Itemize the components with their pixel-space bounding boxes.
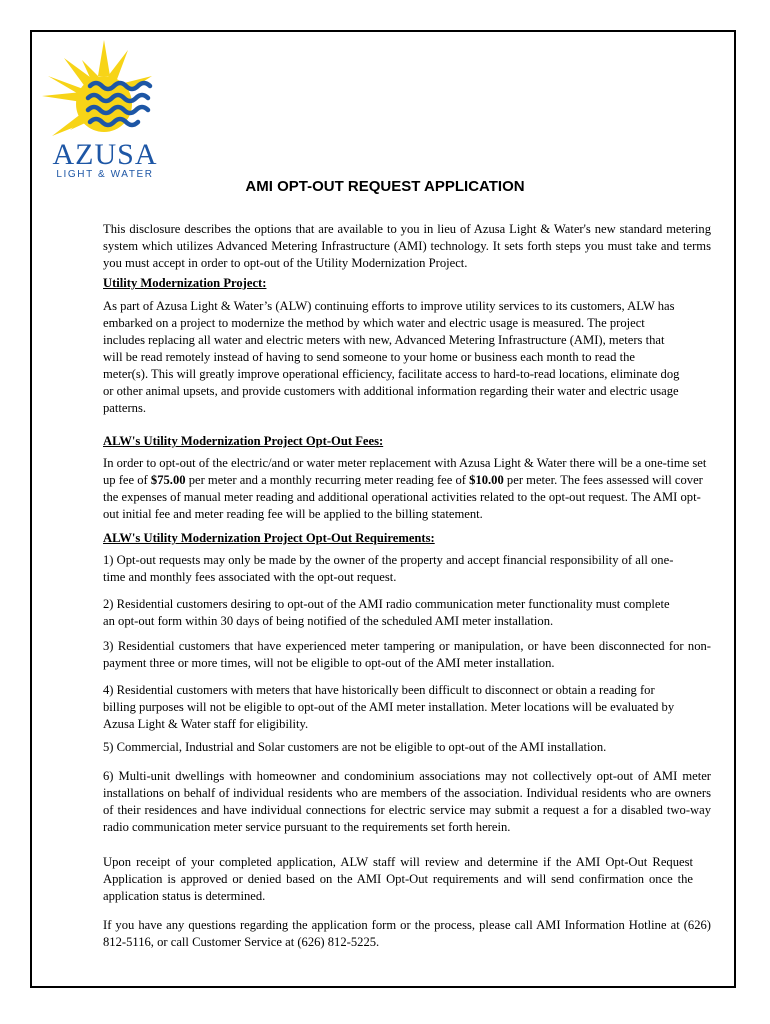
logo-subtitle: LIGHT & WATER xyxy=(56,169,154,180)
fees-text-2: per meter and a monthly recurring meter reading fee of xyxy=(185,473,470,487)
section-heading-modernization: Utility Modernization Project: xyxy=(103,276,267,290)
requirement-item-1: 1) Opt-out requests may only be made by the owner of the property and accept financial responsibility of all one-time and monthly fees associated with the opt-out request. xyxy=(103,553,674,584)
requirement-item-6: 6) Multi-unit dwellings with homeowner and condominium associations may not collectively opt-out of AMI meter installations on behalf of individual residents who are members of the association. Individual residents who are owners of their residences and have individual connections for electric service may submit a request a for a disabled two-way radio communication meter service pursuant to the requirements set forth herein. xyxy=(103,769,711,834)
monthly-fee: $10.00 xyxy=(469,473,504,487)
requirement-item-3: 3) Residential customers that have experienced meter tampering or manipulation, or have been disconnected for non-payment three or more times, will not be eligible to opt-out of the AMI meter installation. xyxy=(103,639,711,670)
requirement-item-4: 4) Residential customers with meters that have historically been difficult to disconnect or obtain a reading for billing purposes will not be eligible to opt-out of the AMI meter installation. Meter locations will be evaluated by Azusa Light & Water staff for eligibility. xyxy=(103,683,675,731)
review-paragraph: Upon receipt of your completed application, ALW staff will review and determine if the AMI Opt-Out Request Application is approved or denied based on the AMI Opt-Out requirements and will send confirmation once the application status is determined. xyxy=(103,855,693,903)
page-title: AMI OPT-OUT REQUEST APPLICATION xyxy=(245,178,525,195)
modernization-paragraph: As part of Azusa Light & Water’s (ALW) continuing efforts to improve utility services to its customers, ALW has embarked on a project to modernize the method by which water and electric usage is measured. The project includes replacing all water and electric meters with new, Advanced Metering Infrastructure (AMI), meters that will be read remotely instead of having to send someone to your home or business each month to read the meter(s). This will greatly improve operational efficiency, facilitate access to hard-to-read locations, eliminate dog or other animal upsets, and provide customers with additional information regarding their water and electric usage patterns. xyxy=(103,299,680,415)
section-heading-requirements: ALW's Utility Modernization Project Opt-Out Requirements: xyxy=(103,531,435,545)
fees-text-3: per meter. The fees assessed will cover the expenses of manual meter reading and additional operational activities related to the opt-out request. The AMI opt-out initial fee and meter reading fee will be applied to the billing statement. xyxy=(103,473,703,521)
fees-paragraph xyxy=(103,455,711,523)
fees-text-1: In order to opt-out of the electric/and or water meter replacement with Azusa Light & Water there will be a one-time set up fee of xyxy=(103,456,707,487)
intro-paragraph: This disclosure describes the options that are available to you in lieu of Azusa Light & Water's new standard metering system which utilizes Advanced Metering Infrastructure (AMI) technology. It sets forth steps you must take and terms you must accept in order to opt-out of the Utility Modernization Project. xyxy=(103,222,711,270)
requirement-item-2: 2) Residential customers desiring to opt-out of the AMI radio communication meter functionality must complete an opt-out form within 30 days of being notified of the scheduled AMI meter installation. xyxy=(103,597,670,628)
requirement-item-5: 5) Commercial, Industrial and Solar customers are not be eligible to opt-out of the AMI installation. xyxy=(103,740,607,754)
setup-fee: $75.00 xyxy=(150,473,186,487)
sun-wave-icon xyxy=(42,40,164,145)
azusa-logo xyxy=(42,40,164,180)
contact-paragraph: If you have any questions regarding the application form or the process, please call AMI Information Hotline at (626) 812-5116, or call Customer Service at (626) 812-5225. xyxy=(103,918,711,949)
section-heading-fees: ALW's Utility Modernization Project Opt-Out Fees: xyxy=(103,434,384,448)
logo-name: AZUSA xyxy=(52,138,158,171)
